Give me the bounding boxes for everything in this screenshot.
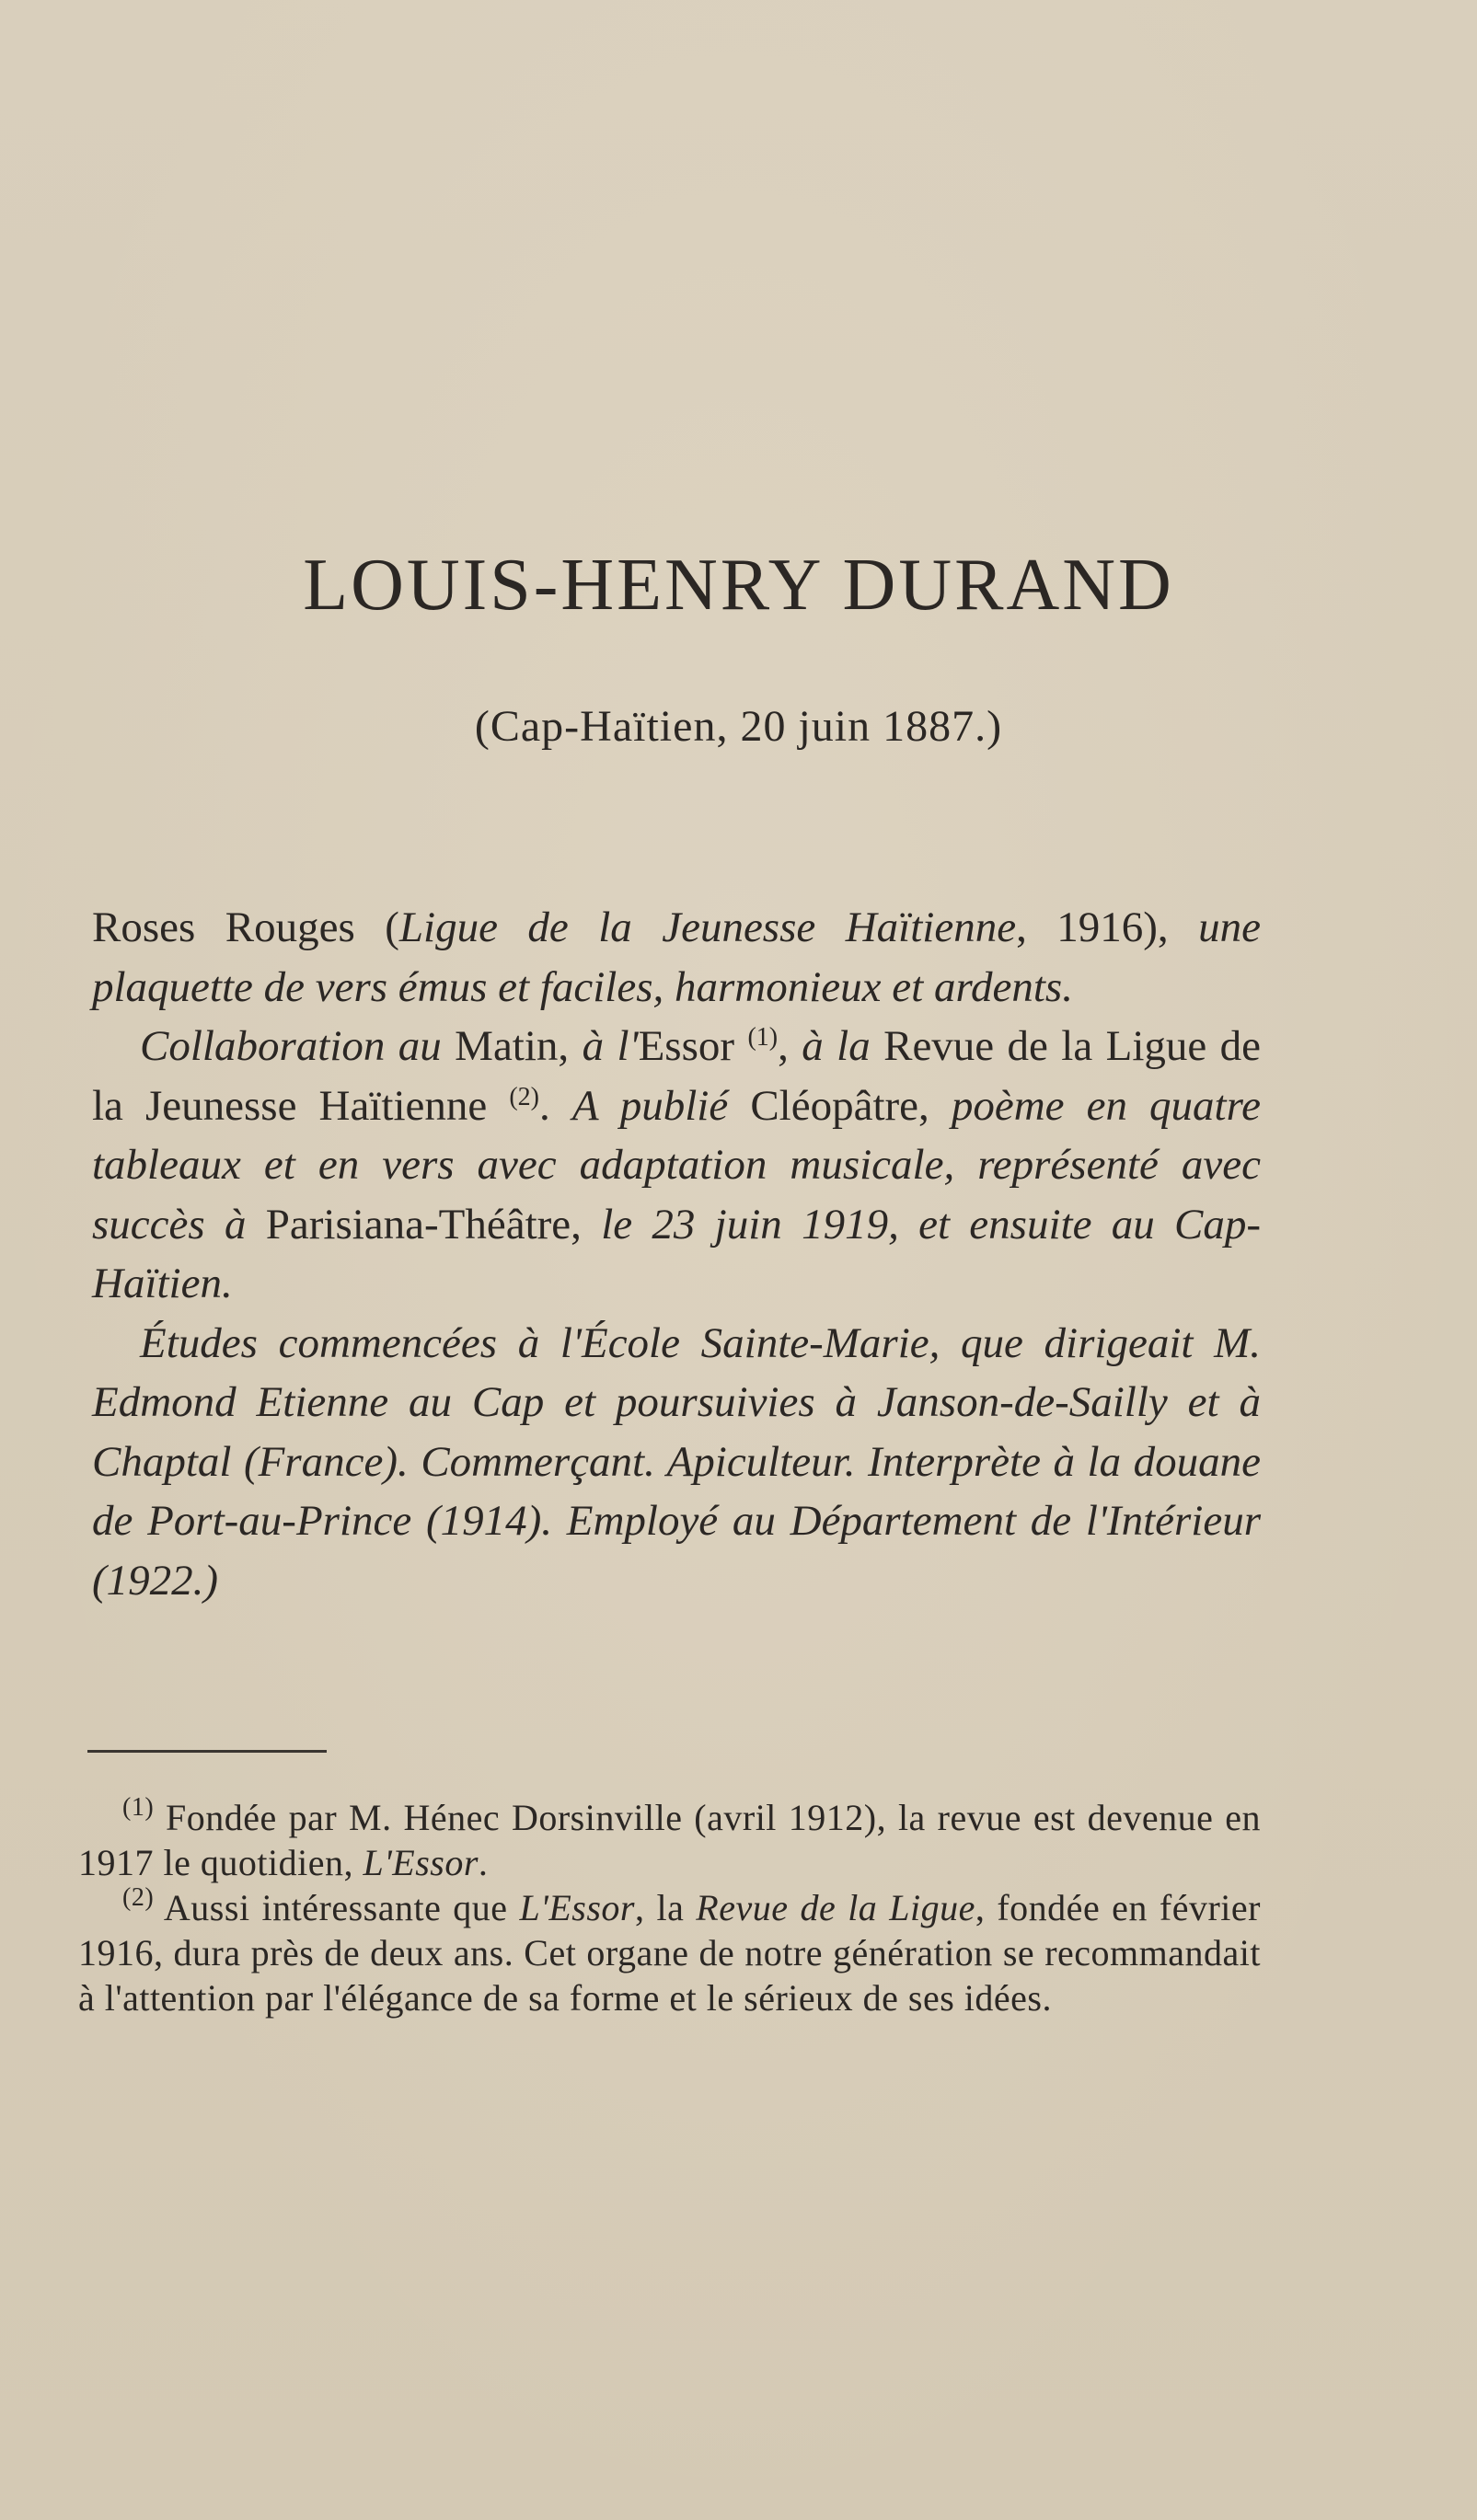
footnote-mark: (1)	[122, 1793, 155, 1822]
text-segment: , la	[634, 1887, 697, 1928]
text-segment: , 1916),	[1016, 903, 1199, 951]
text-segment: Cléopâtre,	[728, 1081, 952, 1130]
text-segment: L'Essor	[363, 1842, 479, 1883]
footnote-1	[78, 1795, 1261, 1885]
text-segment: Parisiana-Théâtre,	[246, 1200, 602, 1248]
footnote-divider	[87, 1750, 327, 1753]
text-segment: Essor	[638, 1022, 748, 1070]
text-segment: A publié	[571, 1081, 729, 1130]
text-segment: poème en quatre tableaux et en vers avec adaptation musicale, représenté avec succès à	[92, 1081, 1261, 1248]
text-segment: une plaquette de vers émus et faciles, harmonieux et ardents.	[92, 903, 1262, 1011]
text-segment: Collaboration au	[140, 1022, 442, 1070]
text-segment: Fondée par M. Hénec Dorsinville (avril 1912), la revue est devenue en 1917 le quotidien,	[78, 1797, 1261, 1883]
text-segment: le 23 juin 1919, et ensuite au Cap-Haïtien.	[92, 1200, 1261, 1307]
paragraph-works	[92, 898, 1261, 1017]
text-segment: Revue de la Ligue de la Jeunesse Haïtienne	[92, 1022, 1262, 1130]
birth-info: (Cap-Haïtien, 20 juin 1887.)	[474, 702, 1003, 751]
footnote-ref-1[interactable]: (1)	[747, 1023, 779, 1052]
text-segment: .	[478, 1842, 489, 1883]
text-segment: ,	[778, 1022, 802, 1070]
footnotes	[78, 1795, 1261, 2020]
text-segment: à la	[802, 1022, 871, 1070]
text-segment: , fondée en février 1916, dura près de deux ans. Cet organe de notre génération se recommandait à l'attention par l'élégance de sa forme et le sérieux de ses idées.	[78, 1887, 1261, 2019]
page-title: LOUIS-HENRY DURAND	[303, 545, 1174, 626]
main-text	[92, 898, 1261, 1610]
footnote-mark: (2)	[122, 1883, 155, 1912]
footnote-ref-2[interactable]: (2)	[509, 1082, 539, 1111]
text-segment: Aussi intéressante que	[154, 1887, 520, 1928]
footnote-2	[78, 1885, 1261, 2020]
text-segment: Matin,	[441, 1022, 583, 1070]
text-segment: .	[538, 1081, 572, 1130]
paragraph-collaboration	[92, 1017, 1261, 1314]
text-segment: L'Essor	[519, 1887, 635, 1928]
text-segment: Ligue de la Jeunesse Haïtienne	[398, 903, 1017, 951]
text-segment: Roses Rouges (	[92, 903, 399, 951]
paragraph-education: Études commencées à l'École Sainte-Marie, que dirigeait M. Edmond Etienne au Cap et poursuivies à Janson-de-Sailly et à Chaptal (France). Commerçant. Apiculteur. Interprète à la douane de Port-au-Prince (1914). Employé au Département de l'Intérieur (1922.)	[92, 1318, 1261, 1605]
text-segment: Revue de la Ligue	[696, 1887, 975, 1928]
text-segment: à l'	[582, 1022, 639, 1070]
